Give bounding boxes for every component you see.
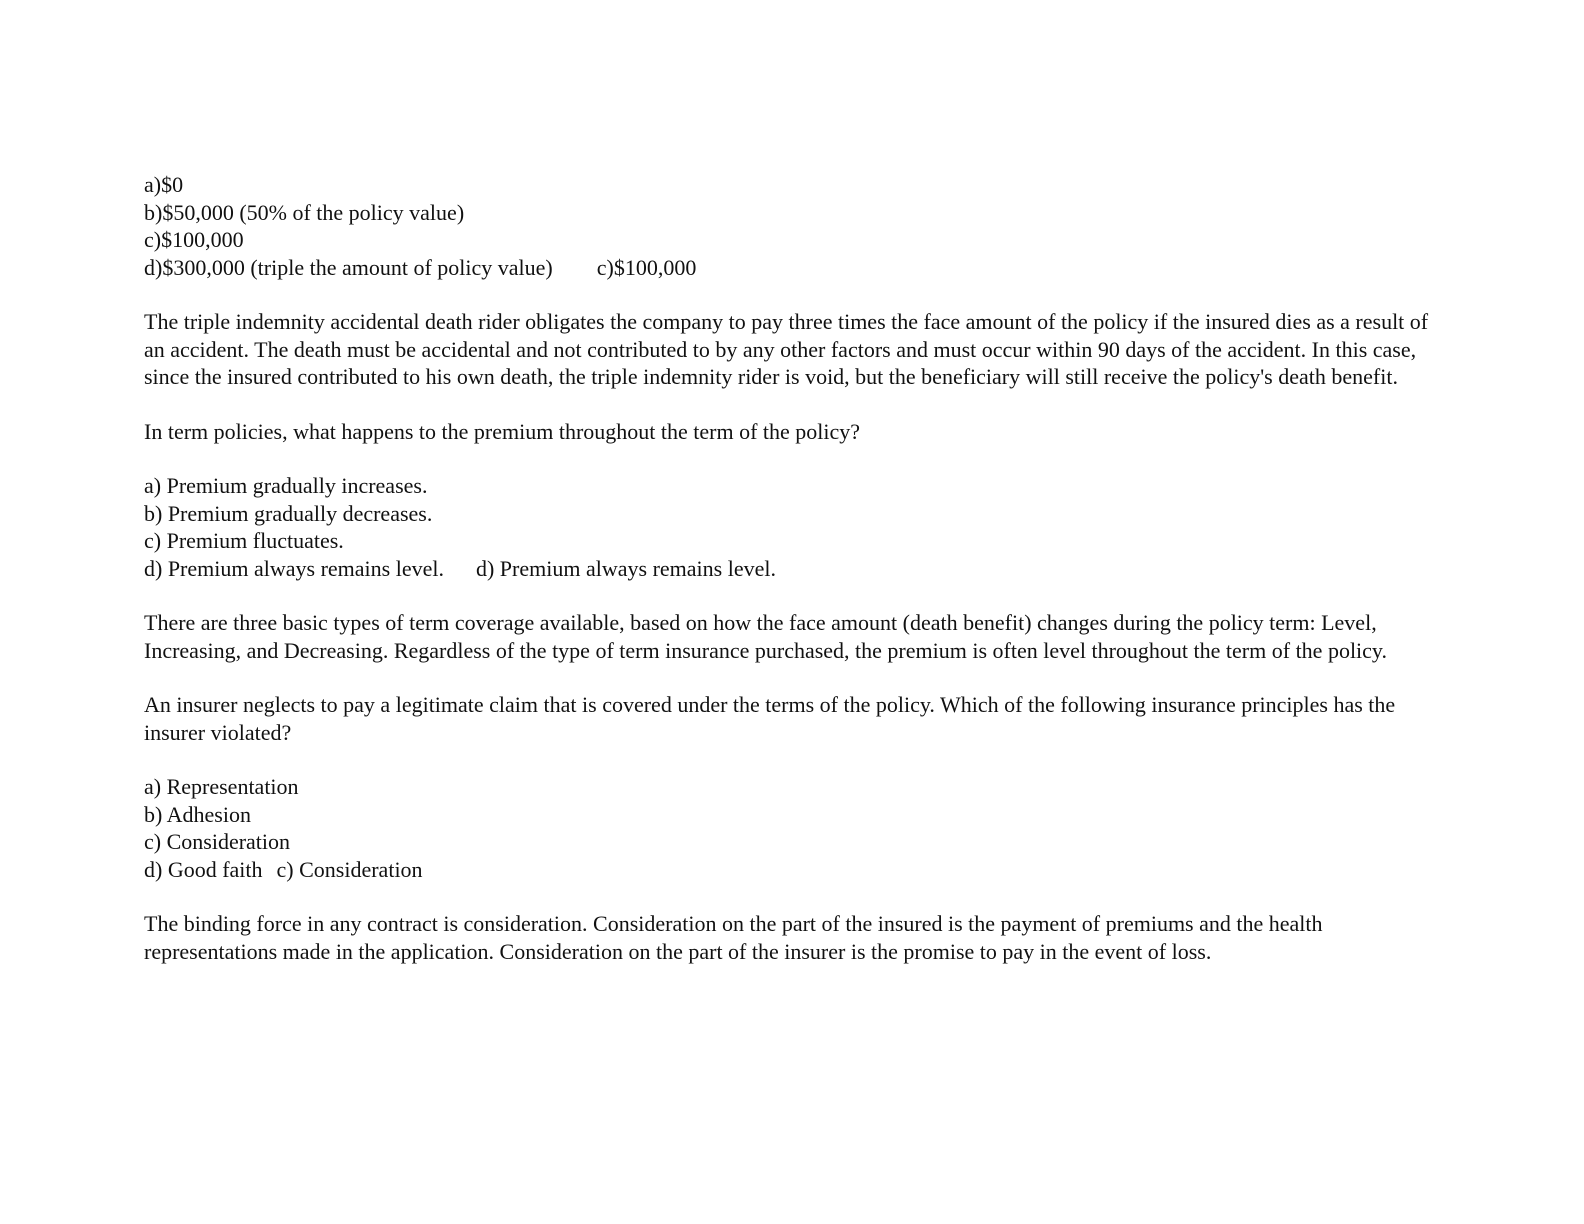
q3-option-d: d) Good faith: [144, 856, 263, 882]
spacer: [144, 281, 1444, 308]
q2-question: In term policies, what happens to the premium throughout the term of the policy?: [144, 418, 861, 444]
q3-question: An insurer neglects to pay a legitimate claim that is covered under the terms of the policy. Which of the following insurance principles has the insurer violated?: [144, 692, 1396, 745]
q2-explanation: There are three basic types of term coverage available, based on how the face amount (death benefit) changes during the policy term: Level, Increasing, and Decreasing. Regardless of the type of term insurance purchased, the premium is often level throughout the term of the policy.: [144, 610, 1387, 663]
q1-option-d-row: [144, 254, 1444, 282]
q1-option-d: d)$300,000 (triple the amount of policy value): [144, 254, 553, 280]
q2-option-a: a) Premium gradually increases.: [144, 473, 428, 498]
q2-option-d: d) Premium always remains level.: [144, 555, 444, 581]
document-body: [144, 171, 1444, 965]
q3-answer: c) Consideration: [276, 856, 423, 882]
q3-options: [144, 773, 1444, 883]
spacer: [144, 391, 1444, 418]
q1-answer: c)$100,000: [596, 254, 697, 280]
q1-explanation: The triple indemnity accidental death rider obligates the company to pay three times the face amount of the policy if the insured dies as a result of an accident. The death must be accidental and not contributed to by any other factors and must occur within 90 days of the accident. In this case, since the insured contributed to his own death, the triple indemnity rider is void, but the beneficiary will still receive the policy's death benefit.: [144, 309, 1429, 389]
q3-option-c: c) Consideration: [144, 829, 291, 854]
spacer: [144, 664, 1444, 691]
q1-option-a: a)$0: [144, 172, 184, 197]
spacer: [144, 582, 1444, 609]
q1-option-c: c)$100,000: [144, 227, 244, 252]
q2-option-c: c) Premium fluctuates.: [144, 528, 344, 553]
q3-option-b: b) Adhesion: [144, 801, 251, 827]
spacer: [144, 746, 1444, 773]
q1-options: [144, 171, 1444, 281]
q2-option-b: b) Premium gradually decreases.: [144, 500, 433, 526]
q3-explanation: The binding force in any contract is consideration. Consideration on the part of the insured is the payment of premiums and the health representations made in the application. Consideration on the part of the insurer is the promise to pay in the event of loss.: [144, 911, 1323, 964]
q3-option-a: a) Representation: [144, 774, 299, 799]
q2-options: [144, 472, 1444, 582]
q3-option-d-row: [144, 856, 1444, 884]
spacer: [144, 445, 1444, 472]
q2-option-d-row: [144, 555, 1444, 583]
spacer: [144, 883, 1444, 910]
q1-option-b: b)$50,000 (50% of the policy value): [144, 199, 465, 225]
q2-answer: d) Premium always remains level.: [475, 555, 776, 581]
